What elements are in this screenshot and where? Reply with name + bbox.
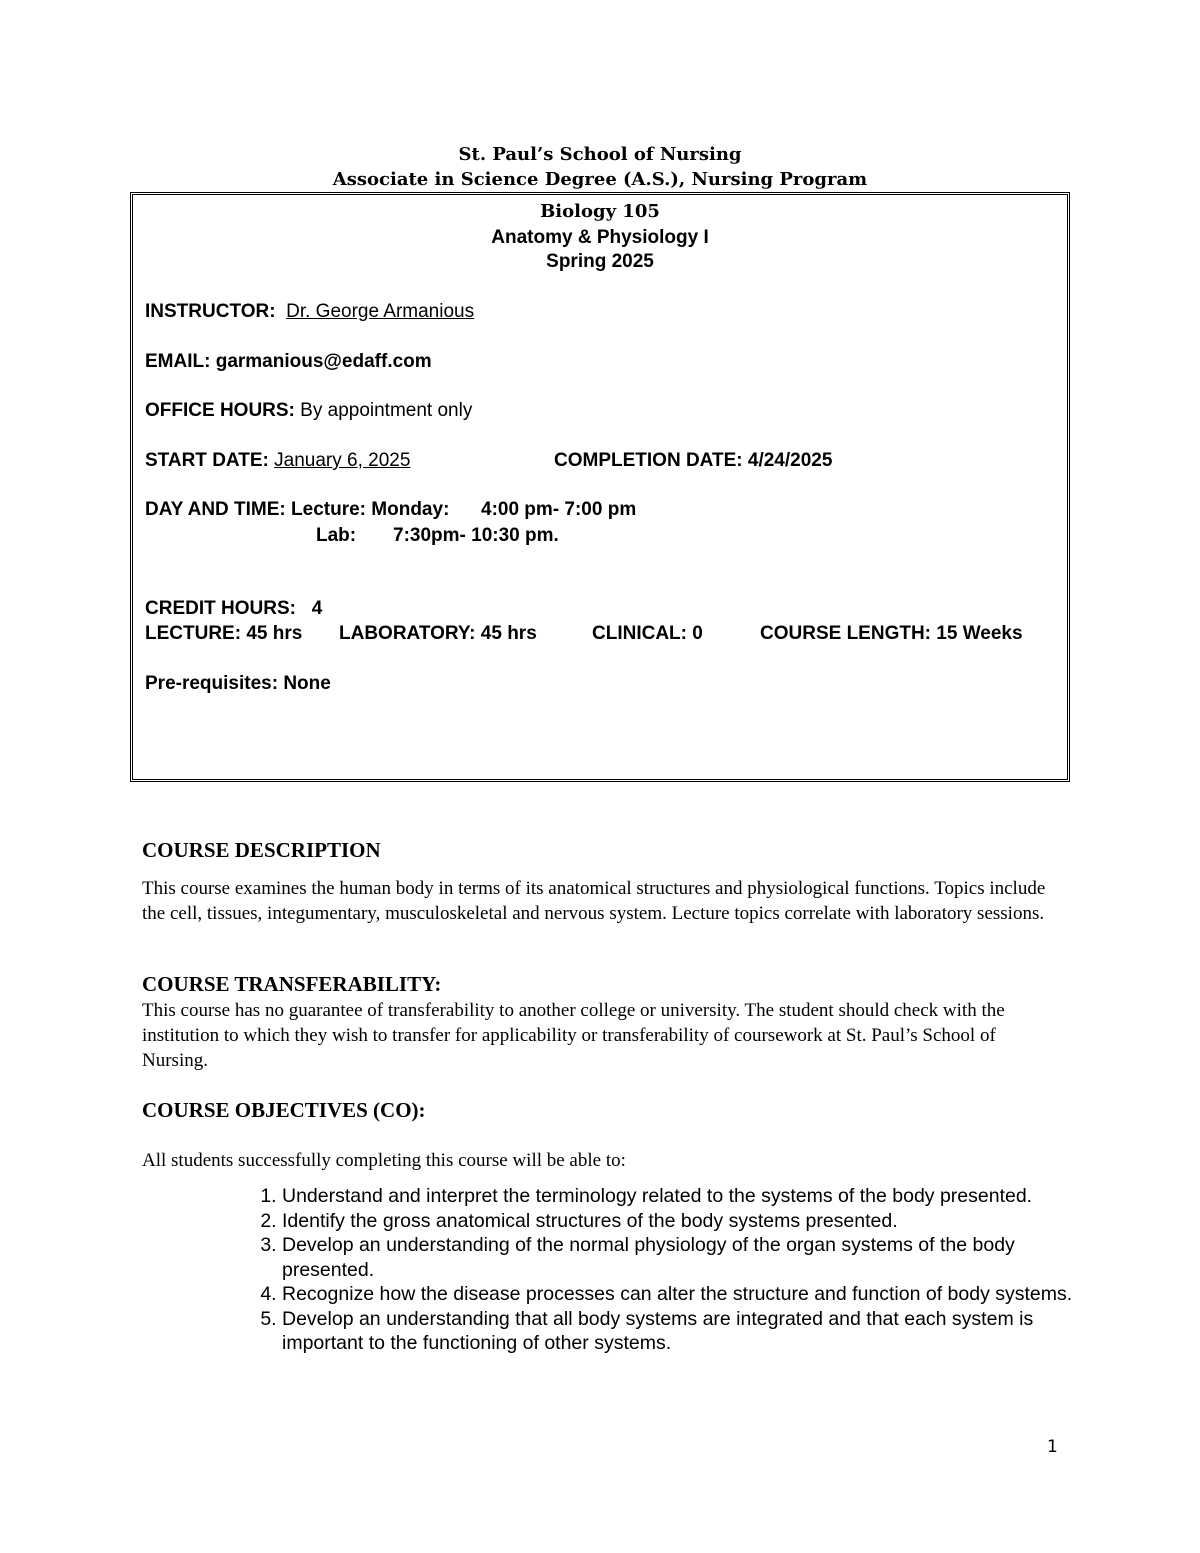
start-date-label: START DATE: (145, 450, 269, 471)
instructor-row (145, 301, 474, 323)
completion-date-value: 4/24/2025 (747, 450, 833, 471)
course-objectives-heading: COURSE OBJECTIVES (CO): (142, 1098, 426, 1122)
office-hours-value: By appointment only (300, 400, 473, 421)
course-term: Spring 2025 (546, 251, 654, 272)
lab-time: 7:30pm- 10:30 pm. (393, 525, 559, 546)
objective-item: 5. Develop an understanding that all body systems are integrated and that each system is important to the functioning of other systems. (282, 1307, 1082, 1356)
objective-item: 4. Recognize how the disease processes can alter the structure and function of body systems. (282, 1282, 1082, 1307)
email-row (145, 351, 432, 373)
lecture-label: Lecture: Monday: (291, 499, 450, 520)
objective-item: 1. Understand and interpret the terminology related to the systems of the body presented. (282, 1184, 1082, 1209)
credit-hours: CREDIT HOURS: 4 (145, 598, 323, 619)
completion-date-label: COMPLETION DATE: (554, 450, 743, 471)
course-description-heading: COURSE DESCRIPTION (142, 838, 381, 862)
course-info-box (130, 192, 1070, 782)
course-length: COURSE LENGTH: 15 Weeks (760, 623, 1023, 644)
objectives-intro: All students successfully completing this course will be able to: (142, 1150, 626, 1171)
start-date-value: January 6, 2025 (274, 450, 411, 471)
day-time-row (145, 499, 449, 521)
instructor-label: INSTRUCTOR: (145, 301, 276, 322)
office-hours-row (145, 400, 472, 422)
email-value: garmanious@edaff.com (215, 351, 432, 372)
lab-hours: LABORATORY: 45 hrs (339, 623, 537, 644)
course-transferability-heading: COURSE TRANSFERABILITY: (142, 972, 442, 996)
lecture-time: 4:00 pm- 7:00 pm (481, 499, 637, 520)
course-description-text: This course examines the human body in terms of its anatomical structures and physiological functions. Topics include the cell, tissues, integumentary, musculoskeletal and nervous system. Lecture topics correlate with laboratory sessions. (142, 878, 1046, 924)
lab-label: Lab: (316, 525, 357, 546)
completion-date-row (554, 450, 832, 472)
instructor-name: Dr. George Armanious (286, 301, 475, 322)
objective-item: 2. Identify the gross anatomical structures of the body systems presented. (282, 1209, 1082, 1234)
office-hours-label: OFFICE HOURS: (145, 400, 295, 421)
start-date-row (145, 450, 410, 472)
objectives-list (240, 1184, 1082, 1356)
email-label: EMAIL: (145, 351, 211, 372)
clinical-hours: CLINICAL: 0 (592, 623, 703, 644)
course-code: Biology 105 (540, 201, 660, 222)
school-name: St. Paul’s School of Nursing (458, 144, 742, 165)
day-time-label: DAY AND TIME: (145, 499, 286, 520)
course-name: Anatomy & Physiology I (491, 227, 709, 248)
course-transferability-text: This course has no guarantee of transferability to another college or university. The student should check with the institution to which they wish to transfer for applicability or transferability of coursework at St. Paul’s School of Nursing. (142, 1000, 1005, 1071)
program-name: Associate in Science Degree (A.S.), Nursing Program (332, 169, 868, 190)
lecture-hours: LECTURE: 45 hrs (145, 623, 303, 644)
objective-item: 3. Develop an understanding of the normal physiology of the organ systems of the body presented. (282, 1233, 1082, 1282)
prerequisites: Pre-requisites: None (145, 673, 331, 694)
page-number: 1 (1047, 1437, 1058, 1457)
